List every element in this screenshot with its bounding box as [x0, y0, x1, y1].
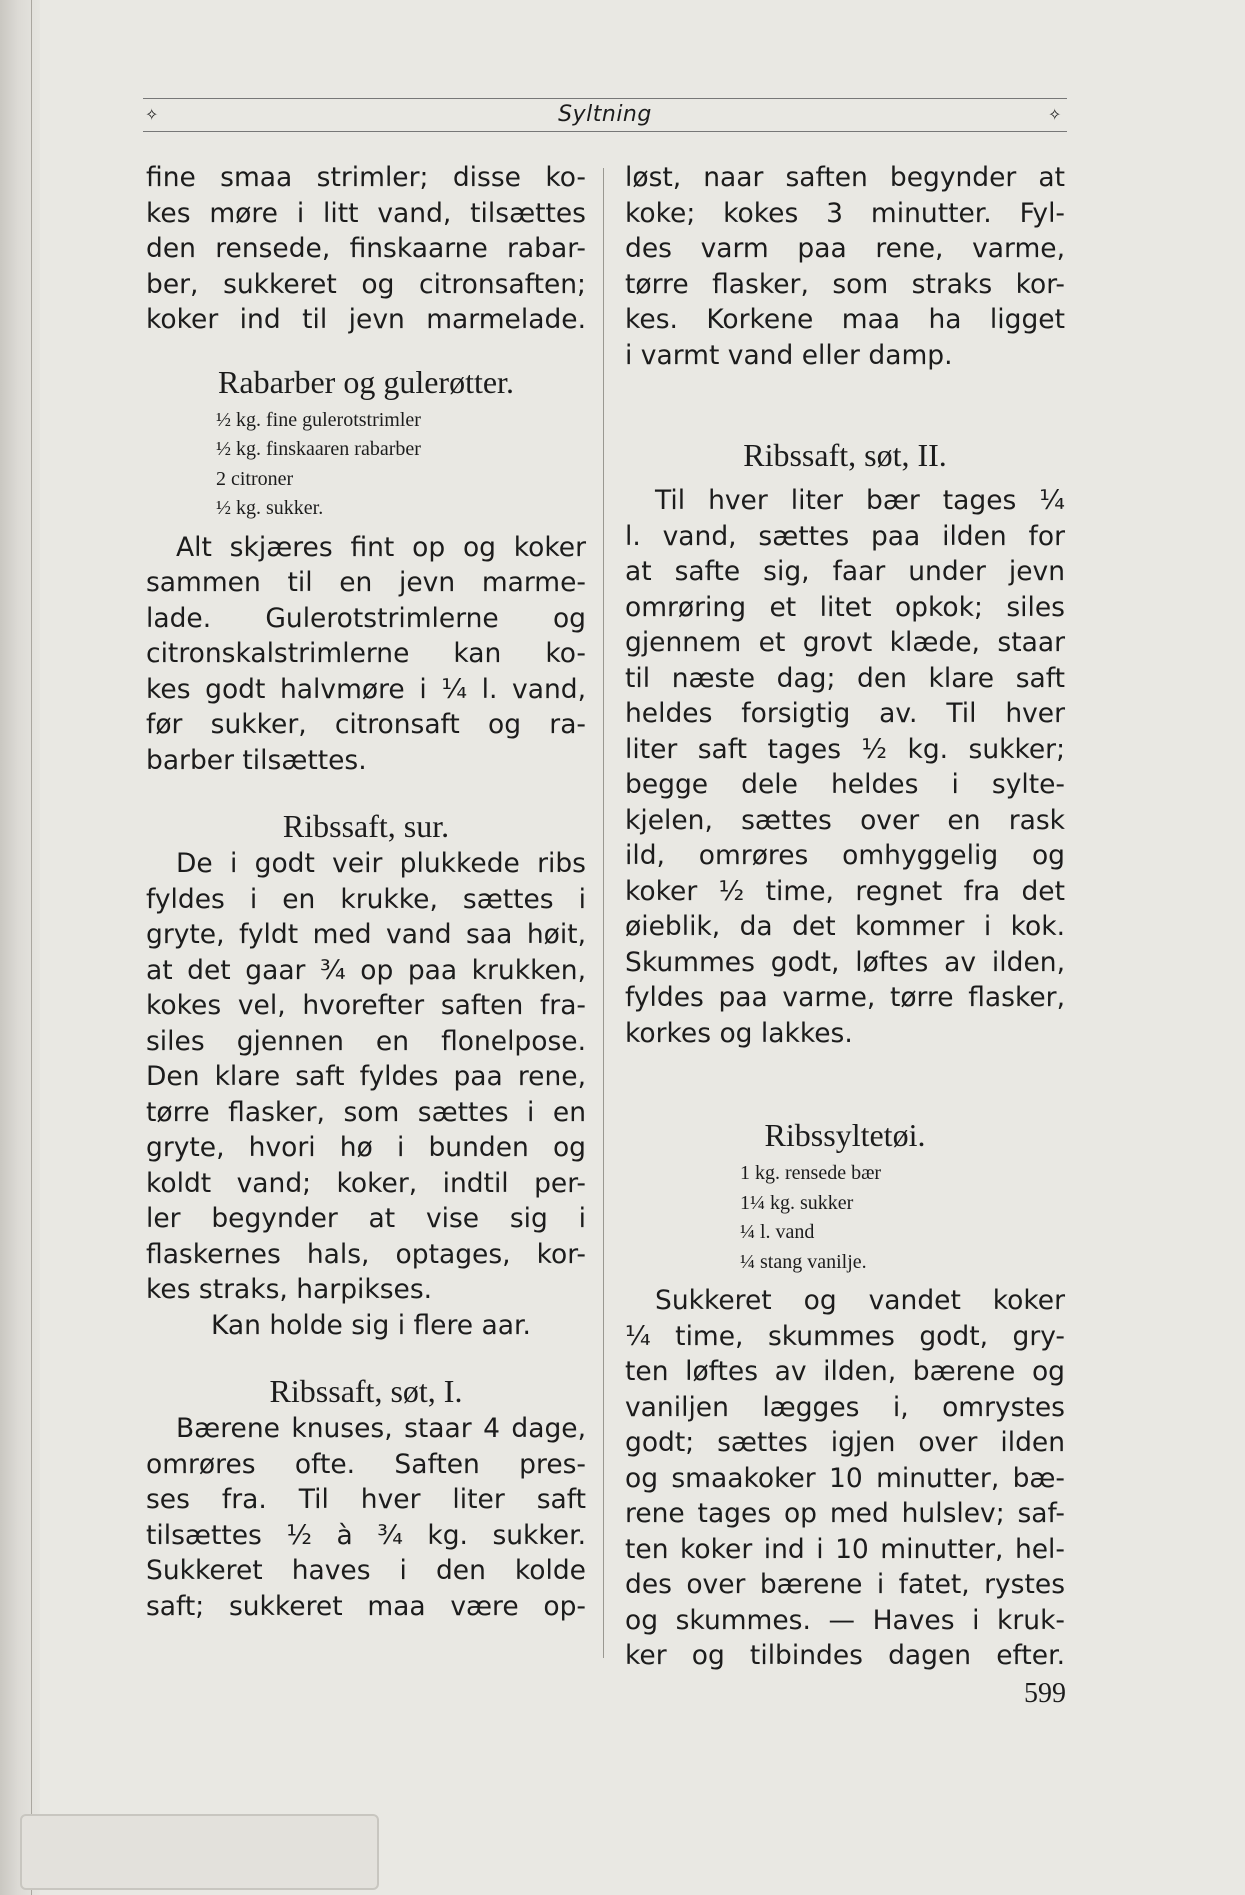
text-line: ¼ time, skummes godt, gry- [625, 1320, 1065, 1352]
text-line: omrøring et litet opkok; siles [625, 591, 1065, 623]
text-line: ler begynder at vise sig i [146, 1203, 586, 1234]
text-line: tørre flasker, som straks kor- [625, 268, 1065, 300]
text-line: koke; kokes 3 minutter. Fyl- [625, 197, 1065, 229]
recipe-heading-rabarber: Rabarber og gulerøtter. [218, 363, 514, 400]
ingredient-list [625, 1159, 1065, 1277]
page-stain [20, 1814, 379, 1890]
text-line: citronskalstrimlerne kan ko- [146, 638, 586, 669]
text-line: kes straks, harpikses. [146, 1274, 433, 1305]
page-number: 599 [1024, 1678, 1066, 1709]
text-line: Bærene knuses, staar 4 dage, [176, 1413, 586, 1444]
text-line: liter saft tages ½ kg. sukker; [625, 733, 1065, 765]
recipe-body-ribssaft-sot-1 [146, 1411, 586, 1624]
recipe-body-ribssaft-sot-2 [625, 483, 1065, 1051]
recipe-heading-ribssyltetoi: Ribssyltetøi. [764, 1117, 926, 1153]
text-line: kes møre i litt vand, tilsættes [146, 197, 586, 229]
header-rule-bottom [143, 131, 1067, 132]
text-line: ild, omrøres omhyggelig og [625, 840, 1065, 871]
recipe-heading-ribssaft-sot-2: Ribssaft, søt, II. [743, 437, 947, 473]
text-line: Kan holde sig i flere aar. [211, 1309, 531, 1341]
recipe-heading-ribssaft-sot-1: Ribssaft, søt, I. [269, 1373, 463, 1409]
text-line: ten løftes av ilden, bærene og [625, 1356, 1065, 1387]
recipe-body-ribssyltetoi [625, 1283, 1065, 1674]
recipe-heading-ribssaft-sur: Ribssaft, sur. [282, 808, 450, 844]
column-divider [603, 168, 604, 1658]
text-line: ses fra. Til hver liter saft [146, 1484, 586, 1515]
text-line: korkes og lakkes. [625, 1017, 853, 1049]
text-line: ker og tilbindes dagen efter. [625, 1640, 1065, 1671]
text-line: ber, sukkeret og citronsaften; [146, 268, 586, 300]
text-line: og skummes. — Haves i kruk- [625, 1604, 1065, 1636]
recipe-body-rabarber [146, 530, 586, 779]
text-line: til næste dag; den klare saft [625, 662, 1065, 694]
ingredient-item: ¼ stang vanilje. [740, 1250, 867, 1273]
ornament-right-icon: ✧ [1048, 105, 1062, 124]
text-line: saft; sukkeret maa være op- [146, 1590, 586, 1622]
text-line: tilsættes ½ à ¾ kg. sukker. [146, 1519, 586, 1551]
intro-paragraph [146, 160, 586, 338]
text-line: løst, naar saften begynder at [625, 162, 1065, 193]
text-line: før sukker, citronsaft og ra- [146, 709, 586, 740]
text-line: Til hver liter bær tages ¼ [655, 485, 1065, 516]
ingredient-item: 2 citroner [216, 467, 294, 490]
text-line: kes godt halvmøre i ¼ l. vand, [146, 673, 586, 705]
text-line: gryte, fyldt med vand saa høit, [146, 919, 586, 950]
text-line: omrøres ofte. Saften pres- [146, 1448, 586, 1480]
running-header-title: Syltning [558, 102, 652, 127]
text-line: den rensede, finskaarne rabar- [146, 233, 586, 264]
ingredient-item: ½ kg. fine gulerotstrimler [216, 408, 421, 431]
text-line: siles gjennen en flonelpose. [146, 1025, 586, 1057]
text-line: kjelen, sættes over en rask [625, 804, 1065, 836]
ornament-left-icon: ✧ [145, 105, 159, 124]
text-line: og smaakoker 10 minutter, bæ- [625, 1462, 1065, 1494]
text-line: Sukkeret og vandet koker [655, 1285, 1065, 1316]
text-line: koldt vand; koker, indtil per- [146, 1167, 586, 1199]
page-binding-shadow [0, 0, 40, 1895]
text-line: begge dele heldes i sylte- [625, 769, 1065, 800]
ingredient-list [146, 406, 586, 524]
text-line: des varm paa rene, varme, [625, 233, 1065, 264]
text-line: kokes vel, hvorefter saften fra- [146, 990, 586, 1021]
text-line: godt; sættes igjen over ilden [625, 1427, 1065, 1458]
page-binding-edge [31, 0, 32, 1895]
text-line: De i godt veir plukkede ribs [176, 848, 586, 879]
text-line: Den klare saft fyldes paa rene, [146, 1061, 586, 1092]
text-line: flaskernes hals, optages, kor- [146, 1238, 586, 1270]
text-line: i varmt vand eller damp. [625, 339, 953, 371]
text-line: gjennem et grovt klæde, staar [625, 627, 1065, 658]
text-line: gryte, hvori hø i bunden og [146, 1132, 586, 1163]
text-line: koker ind til jevn marmelade. [146, 304, 586, 335]
recipe-body-ribssaft-sur [146, 846, 586, 1343]
text-line: rene tages op med hulslev; saf- [625, 1498, 1065, 1529]
ingredient-item: 1 kg. rensede bær [740, 1162, 882, 1184]
text-line: kes. Korkene maa ha ligget [625, 304, 1065, 335]
text-line: heldes forsigtig av. Til hver [625, 698, 1065, 729]
text-line: tørre flasker, som sættes i en [146, 1096, 586, 1128]
ingredient-item: ¼ l. vand [740, 1221, 815, 1243]
text-line: fyldes paa varme, tørre flasker, [625, 982, 1065, 1013]
left-column [146, 160, 586, 1624]
text-line: des over bærene i fatet, rystes [625, 1569, 1065, 1600]
text-line: sammen til en jevn marme- [146, 567, 586, 598]
right-column [625, 160, 1065, 1674]
ingredient-item: 1¼ kg. sukker [740, 1191, 854, 1214]
text-line: Alt skjæres fint op og koker [176, 531, 586, 563]
text-line: fine smaa strimler; disse ko- [146, 162, 586, 193]
text-line: barber tilsættes. [146, 744, 367, 776]
text-line: at safte sig, faar under jevn [625, 556, 1065, 587]
text-line: Skummes godt, løftes av ilden, [625, 946, 1065, 978]
text-line: vaniljen lægges i, omrystes [625, 1391, 1065, 1423]
text-line: Sukkeret haves i den kolde [146, 1555, 586, 1586]
ingredient-item: ½ kg. finskaaren rabarber [216, 438, 421, 460]
text-line: l. vand, sættes paa ilden for [625, 520, 1065, 552]
continuation-paragraph [625, 160, 1065, 373]
ingredient-item: ½ kg. sukker. [216, 497, 324, 519]
text-line: at det gaar ¾ op paa krukken, [146, 954, 586, 986]
text-line: koker ½ time, regnet fra det [625, 875, 1065, 907]
text-line: fyldes i en krukke, sættes i [146, 883, 586, 915]
text-line: ten koker ind i 10 minutter, hel- [625, 1533, 1065, 1565]
text-line: øieblik, da det kommer i kok. [625, 911, 1065, 942]
text-line: lade. Gulerotstrimlerne og [146, 602, 586, 634]
